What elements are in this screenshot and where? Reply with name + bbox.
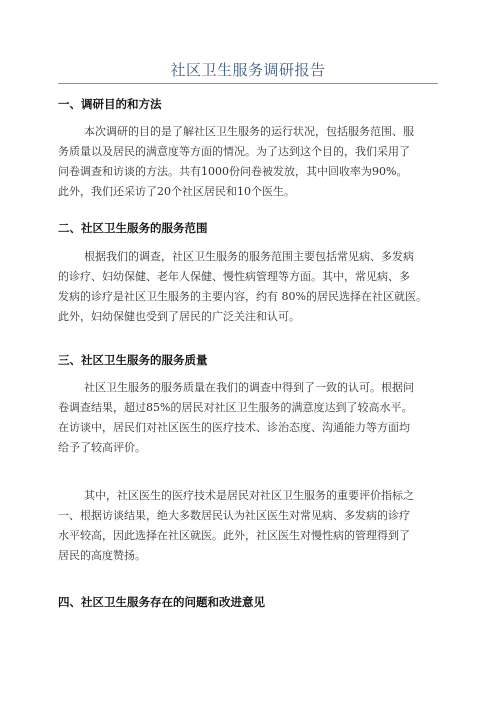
- text-line: 发病的诊疗是社区卫生服务的主要内容，约有 80%的居民选择在社区就医。: [58, 290, 427, 303]
- text-line: 卷调查结果，超过85%的居民对社区卫生服务的满意度达到了较高水平。: [58, 401, 413, 414]
- text-line: 根据我们的调查，社区卫生服务的服务范围主要包括常见病、多发病: [84, 250, 414, 263]
- section-1-paragraph-1: [58, 122, 448, 202]
- section-heading-4: 四、社区卫生服务存在的问题和改进意见: [58, 595, 265, 609]
- section-2-paragraph-1: [58, 247, 448, 327]
- text-line: 水平较高，因此选择在社区就医。此外，社区医生对慢性病的管理得到了: [58, 529, 410, 542]
- title-underline: [58, 83, 438, 84]
- text-line: 本次调研的目的是了解社区卫生服务的运行状况，包括服务范围、服: [84, 125, 414, 138]
- section-3-paragraph-1: [58, 378, 448, 458]
- text-line: 的诊疗、妇幼保健、老年人保健、慢性病管理等方面。其中，常见病、多: [58, 270, 410, 283]
- document-title: 社区卫生服务调研报告: [170, 61, 326, 79]
- text-line: 给予了较高评价。: [58, 441, 146, 454]
- text-line: 其中，社区医生的医疗技术是居民对社区卫生服务的重要评价指标之: [84, 489, 414, 502]
- text-line: 在访谈中，居民们对社区医生的医疗技术、诊治态度、沟通能力等方面均: [58, 421, 410, 434]
- text-line: 此外，我们还采访了20个社区居民和10个医生。: [58, 185, 295, 198]
- section-heading-1: 一、调研目的和方法: [58, 97, 162, 111]
- text-line: 社区卫生服务的服务质量在我们的调查中得到了一致的认可。根据问: [84, 381, 414, 394]
- text-line: 问卷调查和访谈的方法。共有1000份问卷被发放，其中回收率为90%。: [58, 165, 408, 178]
- text-line: 一、根据访谈结果，绝大多数居民认为社区医生对常见病、多发病的诊疗: [58, 509, 410, 522]
- text-line: 居民的高度赞扬。: [58, 549, 146, 562]
- section-3-paragraph-2: [58, 486, 448, 566]
- text-line: 务质量以及居民的满意度等方面的情况。为了达到这个目的，我们采用了: [58, 145, 410, 158]
- text-line: 此外，妇幼保健也受到了居民的广泛关注和认可。: [58, 310, 300, 323]
- section-heading-2: 二、社区卫生服务的服务范围: [58, 221, 208, 235]
- section-heading-3: 三、社区卫生服务的服务质量: [58, 353, 208, 367]
